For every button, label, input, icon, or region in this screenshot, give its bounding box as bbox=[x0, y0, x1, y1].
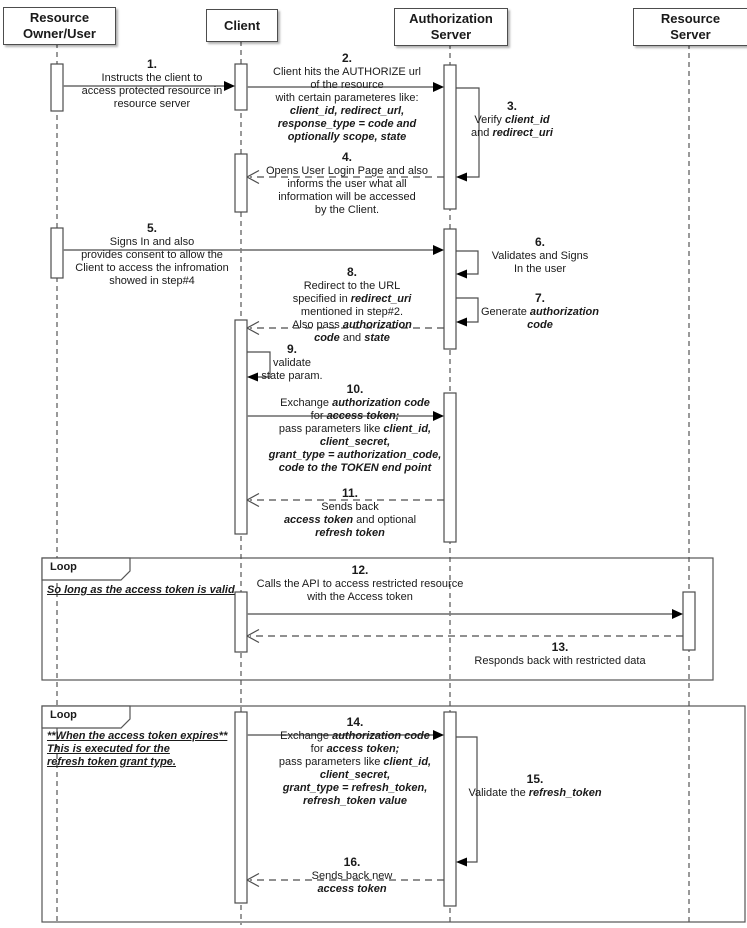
arrowhead-step-7 bbox=[456, 318, 467, 327]
step-7-text: Generate authorization code bbox=[481, 306, 599, 331]
step-5-text: Signs In and also provides consent to allow the Client to access the infromation showed in step#4 bbox=[75, 236, 229, 287]
step-6-label bbox=[480, 236, 600, 276]
step-3-text: Verify client_id and redirect_uri bbox=[471, 114, 553, 139]
actor-rs-line2: Server bbox=[670, 27, 711, 42]
step-7-label bbox=[480, 292, 600, 332]
step-5-label bbox=[62, 222, 242, 288]
step-10-label bbox=[260, 383, 450, 475]
step-10-number: 10. bbox=[346, 382, 364, 396]
actor-resource-owner-line2: Owner/User bbox=[23, 26, 96, 41]
activation-auth-1 bbox=[444, 65, 456, 209]
loop-2-label: Loop bbox=[50, 709, 77, 721]
step-1-label bbox=[62, 58, 242, 111]
activation-client-3 bbox=[235, 320, 247, 534]
step-9-number: 9. bbox=[286, 342, 297, 356]
loop-2-condition-line2: This is executed for the bbox=[47, 743, 170, 755]
loop-1-condition bbox=[47, 584, 327, 597]
loop-2-condition-line1: **When the access token expires** bbox=[47, 730, 228, 742]
step-16-number: 16. bbox=[343, 855, 361, 869]
step-3-number: 3. bbox=[506, 99, 517, 113]
step-13-text: Responds back with restricted data bbox=[474, 655, 646, 667]
step-1-text: Instructs the client to access protected resource in resource server bbox=[81, 72, 223, 110]
loop-1-condition-line1: So long as the access token is valid bbox=[47, 584, 235, 596]
step-11-label bbox=[280, 487, 420, 540]
open-arrowheads bbox=[247, 171, 259, 887]
step-12-number: 12. bbox=[351, 563, 369, 577]
actor-auth-line1: Authorization bbox=[409, 11, 493, 26]
arrowhead-step-6 bbox=[456, 270, 467, 279]
step-14-number: 14. bbox=[346, 715, 364, 729]
step-9-text: validate state param. bbox=[261, 357, 323, 382]
step-4-label bbox=[257, 151, 437, 217]
step-2-text: Client hits the AUTHORIZE url of the resource with certain parameteres like: client_id, redirect_url, response_type = code and optionally scope, state bbox=[273, 66, 421, 143]
step-11-number: 11. bbox=[341, 486, 359, 500]
step-4-text: Opens User Login Page and also informs the user what all information will be accessed by the Client. bbox=[265, 165, 429, 216]
step-2-label bbox=[257, 52, 437, 144]
arrowhead-step-3 bbox=[456, 173, 467, 182]
step-6-number: 6. bbox=[534, 235, 545, 249]
step-9-label bbox=[252, 343, 332, 383]
step-3-label bbox=[457, 100, 567, 140]
step-12-text: Calls the API to access restricted resource with the Access token bbox=[256, 578, 464, 603]
step-8-number: 8. bbox=[346, 265, 357, 279]
step-8-label bbox=[267, 266, 437, 345]
step-7-number: 7. bbox=[534, 291, 545, 305]
actor-rs-line1: Resource bbox=[660, 11, 721, 26]
step-5-number: 5. bbox=[146, 221, 157, 235]
step-6-text: Validates and Signs In the user bbox=[491, 250, 589, 275]
step-15-label bbox=[455, 773, 615, 800]
actor-resource-owner-line1: Resource bbox=[29, 10, 90, 25]
step-14-text: Exchange authorization code for access token; pass parameters like client_id, client_secret, grant_type = refresh_token, refresh_token value bbox=[278, 730, 432, 807]
loop-1-label: Loop bbox=[50, 561, 77, 573]
loop-2-condition-line3: refresh token grant type. bbox=[47, 756, 176, 768]
step-15-number: 15. bbox=[526, 772, 544, 786]
step-11-text: Sends back access token and optional refresh token bbox=[283, 501, 417, 539]
step-10-text: Exchange authorization code for access token; pass parameters like client_id, client_secret, grant_type = authorization_code, code to the TOKEN end point bbox=[268, 397, 442, 474]
actor-authorization-server bbox=[394, 8, 508, 46]
activation-resource-server-1 bbox=[683, 592, 695, 650]
step-8-text: Redirect to the URL specified in redirect_uri mentioned in step#2. Also pass authorization code and state bbox=[292, 280, 412, 344]
activation-auth-2 bbox=[444, 229, 456, 349]
step-15-text: Validate the refresh_token bbox=[468, 787, 602, 799]
arrowhead-step-15 bbox=[456, 858, 467, 867]
loop-2-condition bbox=[47, 730, 327, 769]
step-16-text: Sends back new access token bbox=[311, 870, 393, 895]
step-13-label bbox=[450, 641, 670, 668]
step-4-number: 4. bbox=[341, 150, 352, 164]
actor-client bbox=[206, 9, 278, 42]
actor-client-line1: Client bbox=[223, 17, 261, 33]
step-13-number: 13. bbox=[551, 640, 569, 654]
step-2-number: 2. bbox=[341, 51, 352, 65]
arrowhead-step-5 bbox=[433, 245, 444, 255]
activation-client-2 bbox=[235, 154, 247, 212]
actor-resource-server bbox=[633, 8, 747, 46]
actor-resource-owner bbox=[3, 7, 116, 45]
step-16-label bbox=[287, 856, 417, 896]
arrowhead-step-12 bbox=[672, 609, 683, 619]
actor-auth-line2: Server bbox=[430, 27, 472, 42]
step-1-number: 1. bbox=[146, 57, 157, 71]
